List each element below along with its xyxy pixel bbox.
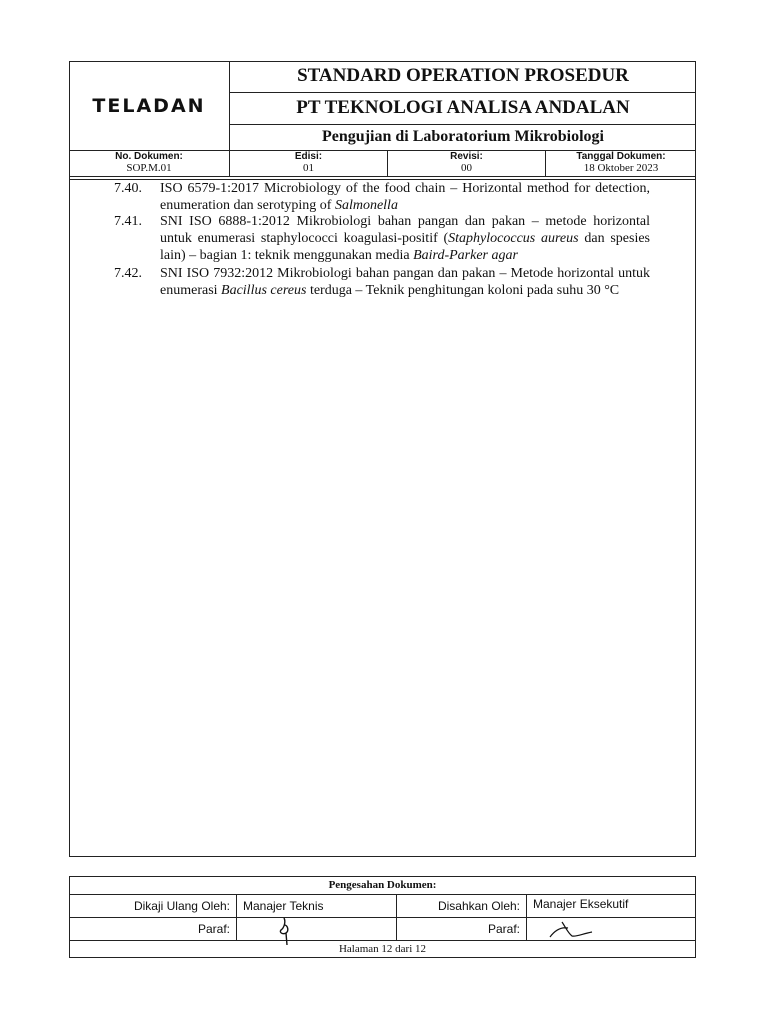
footer-divider-v3	[526, 894, 527, 940]
item-text: SNI ISO 6888-1:2012 Mikrobiologi bahan pangan dan pakan – metode horizontal untuk enumerasi staphylococci koagulasi-positif (Staphylococcus aureus dan spesies lain) – bagian 1: teknik menggunakan media Baird-Parker agar	[160, 214, 650, 263]
paraf-label-right: Paraf:	[487, 922, 520, 936]
signature-executive-manager	[548, 919, 594, 941]
footer-divider-h2	[69, 917, 696, 918]
item-number: 7.42.	[114, 266, 142, 281]
meta-label: Edisi:	[294, 151, 323, 162]
document-subtitle: Pengujian di Laboratorium Mikrobiologi	[322, 128, 604, 145]
item-number: 7.41.	[114, 214, 142, 229]
reviewed-by-label: Dikaji Ulang Oleh:	[133, 899, 230, 913]
meta-value: 01	[303, 162, 314, 174]
meta-value: 18 Oktober 2023	[583, 162, 659, 174]
paraf-label-left: Paraf:	[197, 922, 230, 936]
document-title: STANDARD OPERATION PROSEDUR	[297, 65, 629, 86]
reference-item-7-42	[114, 265, 674, 317]
item-text: ISO 6579-1:2017 Microbiology of the food chain – Horizontal method for detection, enumeration dan serotyping of Salmonella	[160, 181, 650, 213]
header-divider-h2	[229, 124, 696, 125]
meta-value: 00	[461, 162, 472, 174]
item-text: SNI ISO 7932:2012 Mikrobiologi bahan pangan dan pakan – Metode horizontal untuk enumerasi Bacillus cereus terduga – Teknik penghitungan koloni pada suhu 30 °C	[160, 266, 650, 298]
reference-item-7-41	[114, 213, 674, 265]
reference-item-7-40	[114, 180, 674, 216]
item-number: 7.40.	[114, 181, 142, 196]
meta-value: SOP.M.01	[126, 162, 172, 174]
page-number: Halaman 12 dari 12	[338, 943, 427, 955]
company-name: PT TEKNOLOGI ANALISA ANDALAN	[296, 97, 630, 118]
meta-doc-number	[69, 151, 229, 174]
footer-divider-h3	[69, 940, 696, 941]
meta-revision	[388, 151, 545, 174]
meta-date	[546, 151, 696, 174]
meta-edition	[230, 151, 387, 174]
meta-label: Revisi:	[450, 151, 483, 162]
meta-label: No. Dokumen:	[115, 151, 183, 162]
company-logo: TELADAN	[92, 95, 206, 117]
footer-divider-h1	[69, 894, 696, 895]
header-divider-h1	[229, 92, 696, 93]
reviewed-by-value: Manajer Teknis	[243, 899, 324, 913]
approved-by-value: Manajer Eksekutif	[533, 897, 629, 911]
approved-by-label: Disahkan Oleh:	[437, 899, 520, 913]
approval-title: Pengesahan Dokumen:	[328, 879, 437, 891]
footer-divider-v1	[236, 894, 237, 940]
meta-label: Tanggal Dokumen:	[576, 151, 666, 162]
